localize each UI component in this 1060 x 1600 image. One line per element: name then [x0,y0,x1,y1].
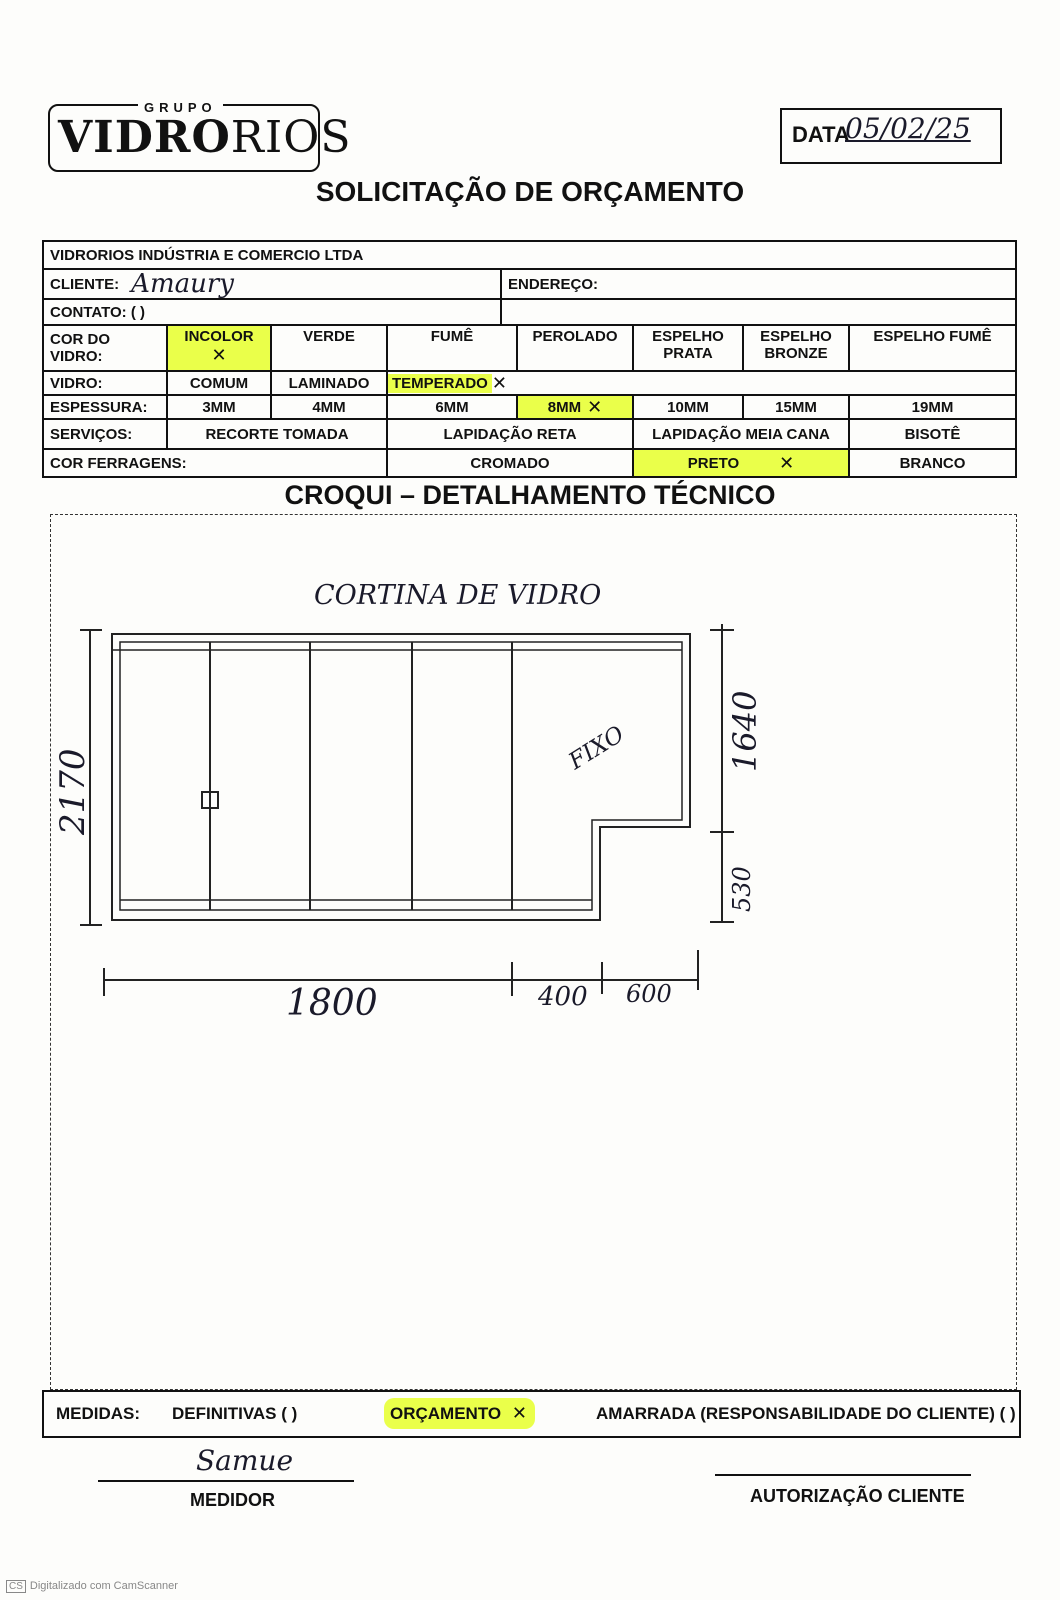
cor-option-label: ESPELHO BRONZE [760,328,832,362]
dimension-height-right: 1640 [726,690,764,772]
orcamento-label: ORÇAMENTO [390,1404,502,1423]
dimension-width-mid: 400 [538,982,588,1012]
dimension-width-right: 600 [626,980,672,1008]
vidro-option-label: COMUM [189,374,249,392]
espessura-option-label: 10MM [667,398,709,416]
ferragem-option-label: CROMADO [470,454,550,472]
servico-option-label: LAPIDAÇÃO RETA [443,425,577,443]
cor-option-label: INCOLOR [184,328,254,345]
glass-curtain-outline [112,634,690,920]
croqui-title: CROQUI – DETALHAMENTO TÉCNICO [284,480,776,510]
servicos-label: SERVIÇOS: [44,420,168,448]
scanner-text: Digitalizado com CamScanner [29,1580,178,1592]
date-value[interactable]: 05/02/25 [845,112,971,145]
espessura-option-label: 8MM [547,398,582,416]
medidas-amarrada[interactable]: AMARRADA (RESPONSABILIDADE DO CLIENTE) ( ) [596,1404,1016,1423]
cliente-value: Amaury [131,269,234,299]
espessura-option-label: 3MM [202,398,236,416]
medidas-definitivas[interactable]: DEFINITIVAS ( ) [172,1404,298,1423]
ferragem-option-label: PRETO [687,454,740,472]
medidor-label: MEDIDOR [190,1490,275,1510]
vidro-option-label: LAMINADO [288,374,370,392]
checkmark-x-icon: ✕ [511,1403,527,1424]
cor-option-label: VERDE [303,328,355,345]
cor-option-label: ESPELHO PRATA [652,328,724,362]
cor-option-label: ESPELHO FUMÊ [873,328,992,345]
cor-label-2: VIDRO: [50,348,103,365]
dimension-height-total: 2170 [53,748,93,835]
servico-option-label: RECORTE TOMADA [205,425,349,443]
glass-curtain-inner-outline [120,642,682,910]
espessura-label: ESPESSURA: [44,396,168,418]
medidas-orcamento[interactable] [384,1398,535,1429]
vidro-option-label: TEMPERADO [388,374,492,393]
fixo-label: FIXO [564,721,629,776]
dimension-height-step: 530 [728,866,756,912]
espessura-option-label: 4MM [312,398,346,416]
servico-option-label: BISOTÊ [904,425,961,443]
scanner-watermark [6,1580,178,1593]
company-name: VIDRORIOS INDÚSTRIA E COMERCIO LTDA [50,246,364,264]
espessura-option-label: 6MM [435,398,469,416]
vidro-label: VIDRO: [44,372,168,394]
servico-option-label: LAPIDAÇÃO MEIA CANA [652,425,830,443]
espessura-option-label: 19MM [911,398,954,416]
medidas-label: MEDIDAS: [56,1404,141,1423]
checkmark-x-icon: ✕ [211,345,227,366]
checkmark-x-icon: ✕ [491,372,507,394]
endereco-label: ENDEREÇO: [508,275,599,293]
checkmark-x-icon: ✕ [587,396,603,418]
cliente-label: CLIENTE: [50,275,120,293]
checkmark-x-icon: ✕ [779,452,795,474]
logo-grupo-text: GRUPO [138,100,223,115]
espessura-option-label: 15MM [775,398,817,416]
contato-label: CONTATO: ( ) [50,303,145,321]
medidor-signature: Samue [196,1444,294,1477]
logo-name-light: RIOS [230,112,352,163]
client-signature-line[interactable] [715,1474,971,1476]
logo-name-bold: VIDRO [58,112,231,163]
medidas-row [42,1390,1021,1438]
dimension-width-main: 1800 [286,983,378,1024]
sketch-title: CORTINA DE VIDRO [314,580,602,611]
autorizacao-label: AUTORIZAÇÃO CLIENTE [750,1486,965,1506]
ferragem-option-label: BRANCO [899,454,966,472]
cor-option-label: PEROLADO [532,328,618,345]
ferragens-label: COR FERRAGENS: [44,450,388,476]
medidor-signature-line [98,1480,354,1482]
date-label: DATA [792,122,850,147]
page-title: SOLICITAÇÃO DE ORÇAMENTO [315,176,745,207]
cor-label-1: COR DO [50,331,110,348]
cor-option-label: FUMÊ [430,328,474,345]
camscanner-icon: CS [6,1580,26,1593]
